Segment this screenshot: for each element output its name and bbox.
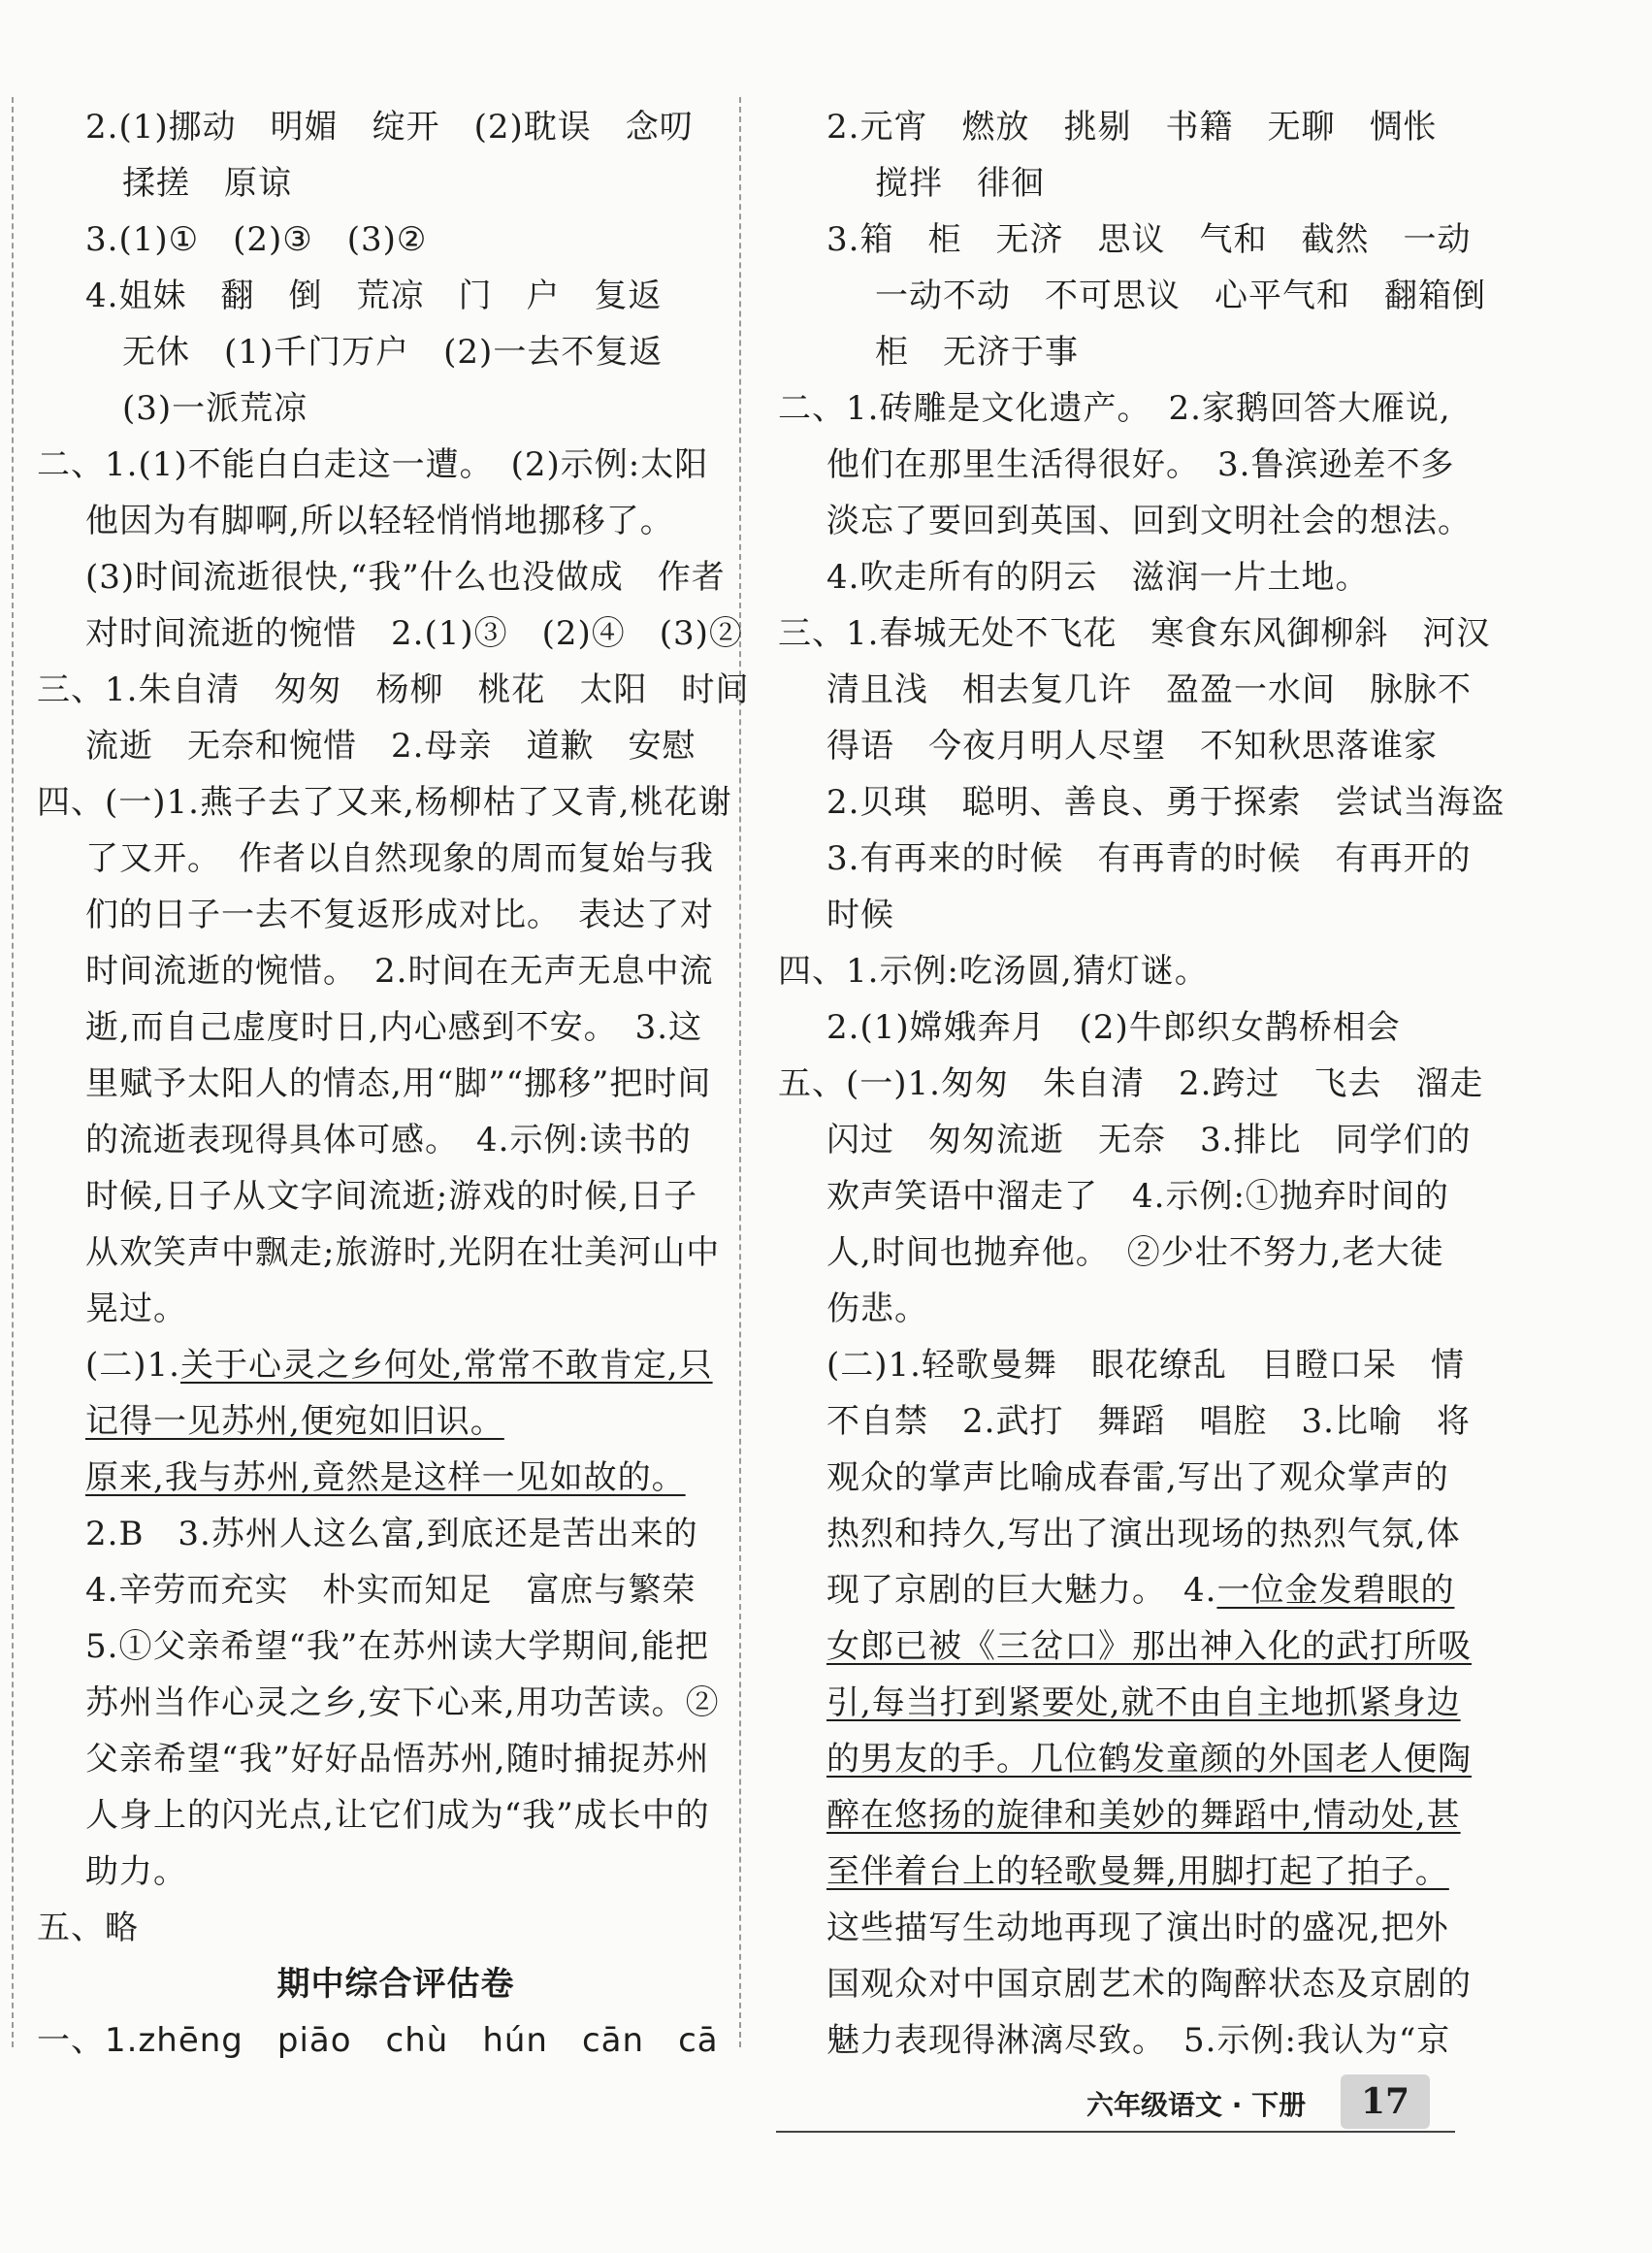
line-text: 了又开。 作者以自然现象的周而复始与我 (85, 839, 714, 878)
line-text: 人,时间也抛弃他。 ②少壮不努力,老大徒 (826, 1233, 1444, 1272)
line-text: 三、1.朱自清 匆匆 杨柳 桃花 太阳 时间 (37, 670, 750, 709)
line-text: 对时间流逝的惋惜 2.(1)③ (2)④ (3)② (85, 614, 743, 653)
answer-line (37, 155, 716, 212)
underlined-text: 至伴着台上的轻歌曼舞,用脚打起了拍子。 (826, 1852, 1449, 1891)
answer-line (37, 943, 716, 999)
answer-line (778, 99, 1447, 155)
line-text: 一动不动 不可思议 心平气和 翻箱倒 (875, 277, 1486, 315)
answer-line (37, 1618, 716, 1675)
page-number: 17 (1341, 2074, 1430, 2129)
underlined-text: 女郎已被《三岔口》那出神入化的武打所吸 (826, 1627, 1472, 1666)
answer-line (37, 662, 750, 718)
line-text: (3)一派荒凉 (122, 389, 308, 428)
line-text: 3.箱 柜 无济 思议 气和 截然 一动 (826, 220, 1472, 259)
answer-line (37, 774, 732, 831)
answer-line (778, 437, 1455, 493)
answer-line (778, 493, 1472, 549)
answer-line (37, 1281, 716, 1337)
line-text: 二、1.砖雕是文化遗产。 2.家鹅回答大雁说, (778, 389, 1451, 428)
answer-line (37, 437, 716, 493)
left-answer-column (37, 99, 750, 2069)
line-text: 魅力表现得淋漓尽致。 5.示例:我认为“京 (826, 2021, 1451, 2060)
line-text: 搅拌 徘徊 (875, 164, 1045, 203)
answer-line (37, 1506, 716, 1562)
underlined-text: 关于心灵之乡何处,常常不敢肯定,只 (179, 1346, 713, 1385)
answer-line (778, 1731, 1472, 1787)
line-text: 5.①父亲希望“我”在苏州读大学期间,能把 (85, 1627, 710, 1666)
answer-line (778, 999, 1447, 1056)
answer-line (778, 1900, 1447, 1956)
line-text: 观众的掌声比喻成春雷,写出了观众掌声的 (826, 1458, 1449, 1497)
line-text: 二、1.(1)不能白白走这一遭。 (2)示例:太阳 (37, 445, 709, 484)
column-divider (739, 97, 741, 2047)
page-footer (1086, 2074, 1436, 2131)
line-text: 国观众对中国京剧艺术的陶醉状态及京剧的 (826, 1965, 1472, 2004)
line-text: 伤悲。 (826, 1290, 928, 1328)
line-text: 五、(一)1.匆匆 朱自清 2.跨过 飞去 溜走 (778, 1064, 1484, 1103)
answer-line (778, 887, 1447, 943)
line-text: 时候,日子从文字间流逝;游戏的时候,日子 (85, 1177, 698, 1216)
answer-line (37, 831, 716, 887)
answer-line (778, 212, 1472, 268)
answer-line (778, 1112, 1472, 1168)
answer-line (37, 2012, 719, 2069)
answer-line (37, 1450, 716, 1506)
right-answer-column (778, 99, 1506, 2069)
answer-line (37, 605, 743, 662)
answer-line (778, 155, 1447, 212)
line-text: 热烈和持久,写出了演出现场的热烈气氛,体 (826, 1515, 1461, 1553)
line-text: 从欢笑声中飘走;旅游时,光阴在壮美河山中 (85, 1233, 721, 1272)
underlined-text: 引,每当打到紧要处,就不由自主地抓紧身边 (826, 1683, 1461, 1722)
line-text: 2.贝琪 聪明、善良、勇于探索 尝试当海盗 (826, 783, 1506, 822)
answer-line (37, 1056, 716, 1112)
line-text: (二)1. (85, 1346, 180, 1385)
answer-line (778, 1562, 1455, 1618)
line-text: 这些描写生动地再现了演出时的盛况,把外 (826, 1909, 1449, 1947)
answer-line (778, 1844, 1447, 1900)
answer-line (778, 831, 1472, 887)
underlined-text: 醉在悠扬的旋律和美妙的舞蹈中,情动处,甚 (826, 1796, 1461, 1835)
line-text: 时间流逝的惋惜。 2.时间在无声无息中流 (85, 952, 714, 991)
line-text: 闪过 匆匆流逝 无奈 3.排比 同学们的 (826, 1121, 1472, 1159)
line-text: 柜 无济于事 (875, 333, 1079, 372)
line-text: 现了京剧的巨大魅力。 4. (826, 1571, 1217, 1610)
answer-line (37, 380, 716, 437)
answer-line (778, 1450, 1447, 1506)
answer-line (778, 605, 1491, 662)
line-text: 3.(1)① (2)③ (3)② (85, 220, 428, 259)
answer-line (778, 774, 1506, 831)
answer-line (778, 1956, 1472, 2012)
line-text: 三、1.春城无处不飞花 寒食东风御柳斜 河汉 (778, 614, 1491, 653)
line-text: 2.(1)嫦娥奔月 (2)牛郎织女鹊桥相会 (826, 1008, 1401, 1047)
answer-line (37, 1393, 716, 1450)
line-text: 无休 (1)千门万户 (2)一去不复返 (122, 333, 664, 372)
line-text: 清且浅 相去复几许 盈盈一水间 脉脉不 (826, 670, 1472, 709)
section-title (37, 1956, 716, 2012)
answer-line (778, 2012, 1451, 2069)
line-text: 时候 (826, 896, 894, 934)
line-text: 父亲希望“我”好好品悟苏州,随时捕捉苏州 (85, 1740, 710, 1779)
line-text: 人身上的闪光点,让它们成为“我”成长中的 (85, 1796, 710, 1835)
answer-line (778, 1337, 1465, 1393)
answer-line (778, 549, 1447, 605)
answer-line (778, 1787, 1461, 1844)
line-text: 助力。 (85, 1852, 187, 1891)
line-text: 2.(1)挪动 明媚 绽开 (2)耽误 念叨 (85, 108, 694, 147)
underlined-text: 一位金发碧眼的 (1216, 1571, 1455, 1610)
line-text: 四、(一)1.燕子去了又来,杨柳枯了又青,桃花谢 (37, 783, 732, 822)
underlined-text: 原来,我与苏州,竟然是这样一见如故的。 (85, 1458, 686, 1497)
answer-line (37, 718, 716, 774)
answer-line (37, 324, 716, 380)
line-text: 里赋予太阳人的情态,用“脚”“挪移”把时间 (85, 1064, 712, 1103)
line-text: 五、略 (37, 1909, 139, 1947)
underlined-text: 的男友的手。几位鹤发童颜的外国老人便陶 (826, 1740, 1472, 1779)
answer-line (37, 887, 716, 943)
line-text: 晃过。 (85, 1290, 187, 1328)
answer-line (37, 1224, 721, 1281)
line-text: 们的日子一去不复返形成对比。 表达了对 (85, 896, 714, 934)
line-text: 苏州当作心灵之乡,安下心来,用功苦读。② (85, 1683, 720, 1722)
answer-line (37, 1900, 716, 1956)
line-text: 的流逝表现得具体可感。 4.示例:读书的 (85, 1121, 692, 1159)
line-text: 4.辛劳而充实 朴实而知足 富庶与繁荣 (85, 1571, 696, 1610)
line-text: 期中综合评估卷 (276, 1965, 515, 2004)
answer-line (778, 943, 1447, 999)
line-text: 4.姐妹 翻 倒 荒凉 门 户 复返 (85, 277, 663, 315)
left-margin-divider (12, 97, 14, 2047)
line-text: 不自禁 2.武打 舞蹈 唱腔 3.比喻 将 (826, 1402, 1471, 1441)
line-text: 2.B 3.苏州人这么富,到底还是苦出来的 (85, 1515, 698, 1553)
answer-line (37, 212, 716, 268)
line-text: 揉搓 原谅 (122, 164, 292, 203)
line-text: 他因为有脚啊,所以轻轻悄悄地挪移了。 (85, 502, 674, 540)
answer-line (778, 1281, 1447, 1337)
answer-line (37, 1675, 720, 1731)
answer-line (37, 1168, 716, 1224)
answer-line (37, 549, 726, 605)
answer-line (37, 999, 716, 1056)
line-text: (3)时间流逝很快,“我”什么也没做成 作者 (85, 558, 726, 597)
line-text: 淡忘了要回到英国、回到文明社会的想法。 (826, 502, 1472, 540)
answer-line (778, 268, 1486, 324)
answer-line (778, 324, 1447, 380)
line-text: 他们在那里生活得很好。 3.鲁滨逊差不多 (826, 445, 1455, 484)
line-text: 欢声笑语中溜走了 4.示例:①抛弃时间的 (826, 1177, 1449, 1216)
line-text: (二)1.轻歌曼舞 眼花缭乱 目瞪口呆 情 (826, 1346, 1465, 1385)
answer-line (778, 1168, 1447, 1224)
line-text: 2.元宵 燃放 挑剔 书籍 无聊 惆怅 (826, 108, 1438, 147)
answer-line (778, 1056, 1484, 1112)
line-text: 3.有再来的时候 有再青的时候 有再开的 (826, 839, 1472, 878)
line-text: 四、1.示例:吃汤圆,猜灯谜。 (778, 952, 1209, 991)
answer-line (37, 268, 716, 324)
answer-line (37, 1787, 716, 1844)
answer-line (37, 1112, 716, 1168)
answer-line (778, 1506, 1461, 1562)
answer-line (37, 1844, 716, 1900)
answer-line (778, 662, 1472, 718)
answer-line (37, 1731, 716, 1787)
line-text: 流逝 无奈和惋惜 2.母亲 道歉 安慰 (85, 727, 696, 766)
answer-line (37, 493, 716, 549)
answer-line (37, 1337, 716, 1393)
line-text: 逝,而自己虚度时日,内心感到不安。 3.这 (85, 1008, 703, 1047)
answer-line (778, 1618, 1472, 1675)
line-text: 一、1.zhēng piāo chù hún cān cā (37, 2021, 719, 2060)
answer-line (37, 1562, 716, 1618)
line-text: 4.吹走所有的阴云 滋润一片土地。 (826, 558, 1370, 597)
answer-line (37, 99, 716, 155)
answer-line (778, 718, 1447, 774)
book-label: 六年级语文 · 下册 (1086, 2089, 1307, 2121)
underlined-text: 记得一见苏州,便宛如旧识。 (85, 1402, 504, 1441)
answer-line (778, 1675, 1461, 1731)
footer-rule (776, 2131, 1455, 2133)
line-text: 得语 今夜月明人尽望 不知秋思落谁家 (826, 727, 1438, 766)
answer-line (778, 1393, 1471, 1450)
answer-line (778, 380, 1451, 437)
answer-line (778, 1224, 1447, 1281)
